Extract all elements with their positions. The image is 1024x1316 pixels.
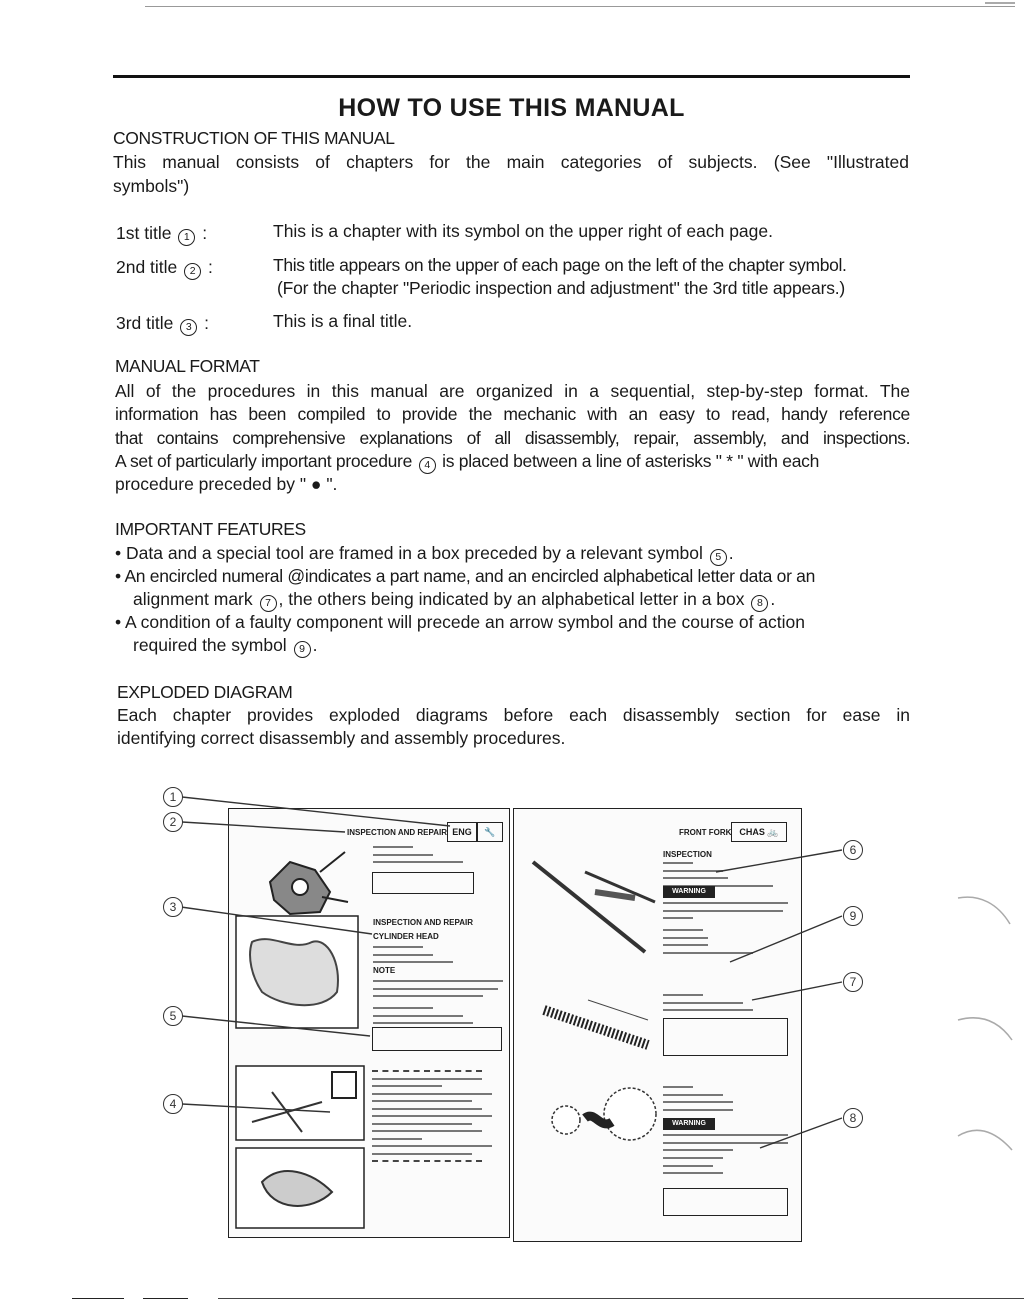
construction-body-line2: symbols") [113, 176, 190, 196]
sample-chapter-label: CHAS [739, 827, 765, 837]
feature-bullet-2-text: An encircled numeral @indicates a part name, and an encircled alphabetical letter data or an [124, 566, 816, 586]
sample-left-section: INSPECTION AND REPAIR [373, 918, 474, 927]
title-label: 3rd title [116, 313, 174, 333]
format-line2: information has been compiled to provide the mechanic with an easy to read, handy reference [115, 404, 910, 424]
exploded-line2: identifying correct disassembly and assembly procedures. [117, 728, 566, 748]
feature-bullet-2-text-c: , the others being indicated by an alphabetical letter in a box [278, 589, 745, 609]
bicycle-icon: 🚲 [767, 827, 779, 837]
title-label: 2nd title [116, 257, 178, 277]
format-line3: that contains comprehensive explanations of all disassembly, repair, assembly, and inspections. [115, 428, 910, 448]
circled-number: 3 [180, 319, 197, 336]
callout-5: 5 [163, 1006, 183, 1026]
bullet-dot: • [115, 612, 122, 632]
circled-number: 5 [710, 549, 727, 566]
warning-label: WARNING [663, 1118, 715, 1130]
circled-number: 1 [178, 229, 195, 246]
title-row-2-text: This title appears on the upper of each page on the left of the chapter symbol. [273, 255, 847, 275]
circled-number: 4 [419, 457, 436, 474]
callout-3: 3 [163, 897, 183, 917]
sample-right-sub: INSPECTION [663, 850, 712, 859]
format-line1: All of the procedures in this manual are organized in a sequential, step-by-step format. The [115, 381, 910, 401]
format-line4-part-a: A set of particularly important procedure [115, 451, 413, 471]
sample-chapter-box: ENG [447, 822, 477, 842]
bullet-dot: • [115, 543, 122, 563]
page-title: HOW TO USE THIS MANUAL [338, 94, 685, 122]
callout-6: 6 [843, 840, 863, 860]
callout-1: 1 [163, 787, 183, 807]
title-label: 1st title [116, 223, 172, 243]
feature-bullet-2-text-b: alignment mark [133, 589, 253, 609]
title-row-2-label: 2nd title 2 : [116, 256, 213, 280]
title-row-3-text: This is a final title. [273, 311, 413, 331]
warning-label: WARNING [663, 886, 715, 898]
feature-bullet-1: • Data and a special tool are framed in a box preceded by a relevant symbol 5 . [115, 542, 734, 566]
format-heading: MANUAL FORMAT [115, 356, 260, 376]
footer-rule [72, 1298, 124, 1299]
feature-bullet-2-line2: alignment mark 7 , the others being indicated by an alphabetical letter in a box 8 . [133, 588, 775, 612]
sample-right-header: FRONT FORK [679, 828, 732, 837]
callout-4: 4 [163, 1094, 183, 1114]
sample-left-header: INSPECTION AND REPAIR [347, 828, 448, 837]
feature-bullet-3-text-b: required the symbol [133, 635, 287, 655]
callout-9: 9 [843, 906, 863, 926]
circled-number: 7 [260, 595, 277, 612]
feature-bullet-3-line2: required the symbol 9 . [133, 634, 317, 658]
title-row-3-label: 3rd title 3 : [116, 312, 209, 336]
title-row-1-text: This is a chapter with its symbol on the upper right of each page. [273, 221, 773, 241]
construction-heading: CONSTRUCTION OF THIS MANUAL [113, 128, 395, 148]
exploded-line1: Each chapter provides exploded diagrams before each disassembly section for ease in [117, 705, 910, 725]
footer-rule [143, 1298, 188, 1299]
features-heading: IMPORTANT FEATURES [115, 519, 306, 539]
feature-bullet-3-text: A condition of a faulty component will precede an arrow symbol and the course of action [125, 612, 806, 632]
footer-rule [218, 1298, 1024, 1299]
callout-7: 7 [843, 972, 863, 992]
sample-left-note: NOTE [373, 966, 396, 975]
circled-number: 8 [751, 595, 768, 612]
bullet-dot: • [115, 566, 121, 586]
scan-artifacts [940, 880, 1020, 1160]
construction-body-line1: This manual consists of chapters for the main categories of subjects. (See "Illustrated [113, 152, 909, 172]
feature-bullet-1-text: Data and a special tool are framed in a box preceded by a relevant symbol [126, 543, 703, 563]
title-row-2-text2: (For the chapter "Periodic inspection and adjustment" the 3rd title appears.) [277, 278, 846, 298]
circled-number: 2 [184, 263, 201, 280]
format-line5: procedure preceded by " ● ". [115, 474, 338, 494]
callout-8: 8 [843, 1108, 863, 1128]
circled-number: 9 [294, 641, 311, 658]
title-row-1-label: 1st title 1 : [116, 222, 207, 246]
wrench-icon: 🔧 [477, 822, 503, 842]
sample-left-sub: CYLINDER HEAD [373, 932, 439, 941]
exploded-heading: EXPLODED DIAGRAM [117, 682, 293, 702]
format-line4-part-b: is placed between a line of asterisks " * " with each [442, 451, 820, 471]
callout-2: 2 [163, 812, 183, 832]
